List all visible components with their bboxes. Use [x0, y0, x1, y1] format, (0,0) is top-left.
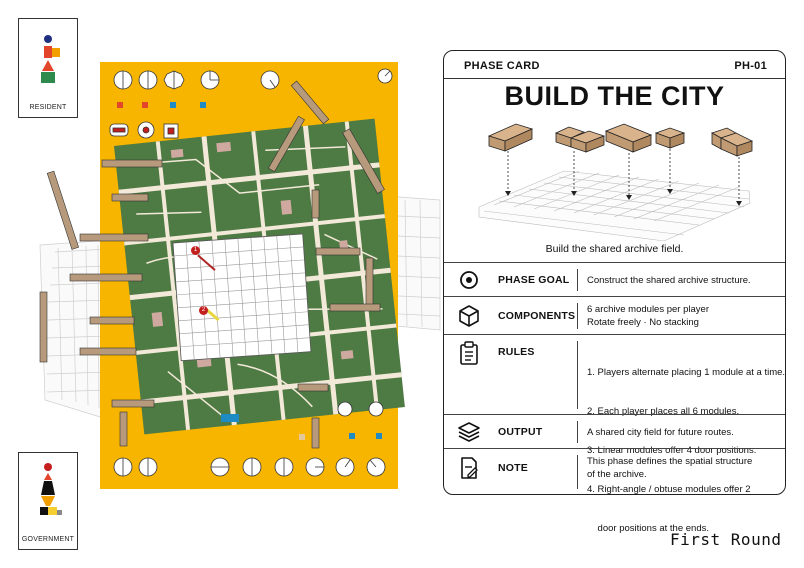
game-board[interactable]	[100, 62, 398, 489]
board-map	[100, 62, 398, 489]
output-text: A shared city field for future routes.	[587, 427, 734, 438]
rule-3: 3. Linear modules offer 4 door positions.	[587, 445, 757, 456]
row-divider	[577, 269, 578, 291]
components-line-2: Rotate freely · No stacking	[587, 317, 699, 328]
header-divider	[444, 78, 785, 79]
marker-1[interactable]: 1	[191, 246, 200, 255]
phase-caption: Build the shared archive field.	[545, 243, 684, 255]
round-tokens	[110, 122, 178, 138]
note-label: NOTE	[498, 462, 528, 474]
phase-goal-text: Construct the shared archive structure.	[587, 275, 751, 286]
rules-label: RULES	[498, 346, 535, 358]
rule-4: 4. Right-angle / obtuse modules offer 2	[587, 484, 751, 495]
note-line-1: This phase defines the spatial structure	[587, 456, 753, 467]
cube-icon	[456, 303, 482, 329]
row-divider	[577, 341, 578, 409]
note-value	[587, 455, 752, 481]
resident-label: RESIDENT	[29, 104, 67, 111]
rule-1: 1. Players alternate placing 1 module at a time.	[587, 367, 786, 378]
note-line-2: of the archive.	[587, 469, 647, 480]
rule-4-cont: door positions at the ends.	[587, 523, 709, 534]
modules-illustration	[444, 119, 785, 239]
phase-goal-value	[587, 274, 751, 287]
output-value	[587, 426, 734, 439]
components-value	[587, 303, 709, 329]
government-label: GOVERNMENT	[21, 536, 75, 543]
phase-goal-row	[444, 262, 785, 297]
marker-2[interactable]: 2	[199, 306, 208, 315]
note-row	[444, 448, 785, 495]
colored-chips	[117, 102, 206, 108]
rule-2: 2. Each player places all 6 modules.	[587, 406, 740, 417]
top-piece-row	[114, 69, 392, 89]
phase-title: BUILD THE CITY	[504, 81, 725, 111]
phase-card	[443, 50, 786, 534]
phase-card-id: PH-01	[734, 60, 767, 72]
row-divider	[577, 455, 578, 489]
layers-icon	[456, 419, 482, 445]
components-line-1: 6 archive modules per player	[587, 304, 709, 315]
document-edit-icon	[456, 455, 482, 481]
phase-goal-label: PHASE GOAL	[498, 274, 570, 286]
output-label: OUTPUT	[498, 426, 543, 438]
row-divider	[577, 303, 578, 329]
output-row	[444, 414, 785, 449]
components-label: COMPONENTS	[498, 310, 576, 322]
phase-card-header: PHASE CARD	[464, 60, 540, 72]
target-icon	[456, 267, 482, 293]
row-divider	[577, 421, 578, 443]
components-row	[444, 296, 785, 335]
round-label: First Round	[670, 530, 782, 549]
clipboard-icon	[456, 340, 482, 366]
